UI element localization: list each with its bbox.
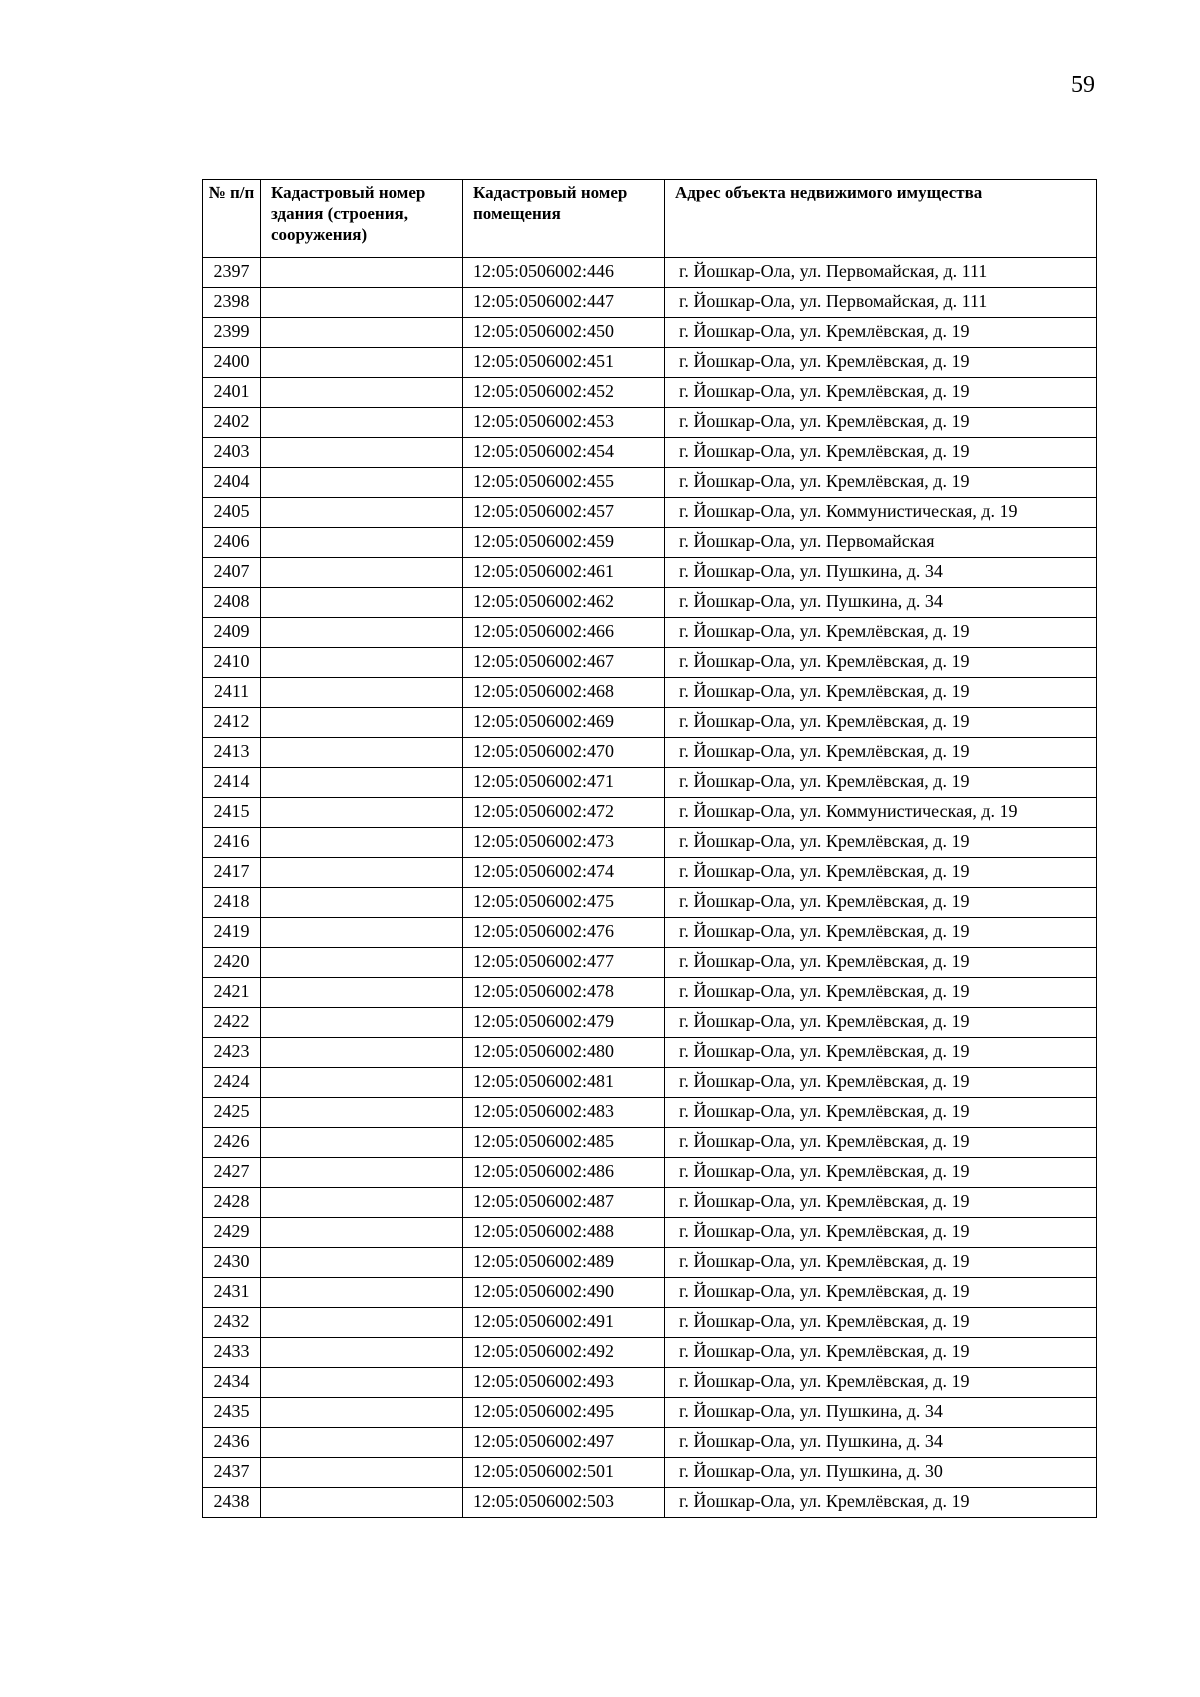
premises-cadastral-number: 12:05:0506002:457 (463, 498, 665, 528)
table-row (203, 408, 1097, 438)
building-cadastral-number (261, 1008, 463, 1038)
building-cadastral-number (261, 528, 463, 558)
table-row (203, 948, 1097, 978)
premises-cadastral-number: 12:05:0506002:462 (463, 588, 665, 618)
row-number: 2406 (203, 528, 261, 558)
property-address: г. Йошкар-Ола, ул. Пушкина, д. 34 (665, 588, 1097, 618)
property-address: г. Йошкар-Ола, ул. Кремлёвская, д. 19 (665, 738, 1097, 768)
table-header (203, 180, 1097, 258)
row-number: 2400 (203, 348, 261, 378)
property-address: г. Йошкар-Ола, ул. Кремлёвская, д. 19 (665, 348, 1097, 378)
table-row (203, 1308, 1097, 1338)
header-property-address: Адрес объекта недвижимого имущества (665, 180, 1097, 258)
table-row (203, 468, 1097, 498)
table-row (203, 258, 1097, 288)
row-number: 2427 (203, 1158, 261, 1188)
table-row (203, 1458, 1097, 1488)
row-number: 2412 (203, 708, 261, 738)
table-row (203, 1038, 1097, 1068)
table-body (203, 258, 1097, 1518)
property-address: г. Йошкар-Ола, ул. Первомайская, д. 111 (665, 288, 1097, 318)
building-cadastral-number (261, 828, 463, 858)
premises-cadastral-number: 12:05:0506002:487 (463, 1188, 665, 1218)
building-cadastral-number (261, 1428, 463, 1458)
header-building-cadastral-number: Кадастровый номер здания (строения, сооружения) (261, 180, 463, 258)
property-address: г. Йошкар-Ола, ул. Кремлёвская, д. 19 (665, 1218, 1097, 1248)
property-address: г. Йошкар-Ола, ул. Кремлёвская, д. 19 (665, 918, 1097, 948)
row-number: 2425 (203, 1098, 261, 1128)
row-number: 2399 (203, 318, 261, 348)
table-row (203, 318, 1097, 348)
premises-cadastral-number: 12:05:0506002:474 (463, 858, 665, 888)
premises-cadastral-number: 12:05:0506002:473 (463, 828, 665, 858)
table-row (203, 1158, 1097, 1188)
building-cadastral-number (261, 948, 463, 978)
premises-cadastral-number: 12:05:0506002:446 (463, 258, 665, 288)
row-number: 2428 (203, 1188, 261, 1218)
table-row (203, 798, 1097, 828)
premises-cadastral-number: 12:05:0506002:495 (463, 1398, 665, 1428)
premises-cadastral-number: 12:05:0506002:503 (463, 1488, 665, 1518)
row-number: 2432 (203, 1308, 261, 1338)
row-number: 2418 (203, 888, 261, 918)
table-row (203, 1488, 1097, 1518)
building-cadastral-number (261, 498, 463, 528)
row-number: 2410 (203, 648, 261, 678)
premises-cadastral-number: 12:05:0506002:451 (463, 348, 665, 378)
premises-cadastral-number: 12:05:0506002:501 (463, 1458, 665, 1488)
premises-cadastral-number: 12:05:0506002:491 (463, 1308, 665, 1338)
property-address: г. Йошкар-Ола, ул. Первомайская (665, 528, 1097, 558)
building-cadastral-number (261, 318, 463, 348)
property-address: г. Йошкар-Ола, ул. Кремлёвская, д. 19 (665, 408, 1097, 438)
property-address: г. Йошкар-Ола, ул. Коммунистическая, д. 19 (665, 498, 1097, 528)
property-address: г. Йошкар-Ола, ул. Кремлёвская, д. 19 (665, 1308, 1097, 1338)
row-number: 2437 (203, 1458, 261, 1488)
building-cadastral-number (261, 648, 463, 678)
property-address: г. Йошкар-Ола, ул. Кремлёвская, д. 19 (665, 1038, 1097, 1068)
property-address: г. Йошкар-Ола, ул. Пушкина, д. 34 (665, 1398, 1097, 1428)
building-cadastral-number (261, 1218, 463, 1248)
property-address: г. Йошкар-Ола, ул. Кремлёвская, д. 19 (665, 1188, 1097, 1218)
property-address: г. Йошкар-Ола, ул. Кремлёвская, д. 19 (665, 858, 1097, 888)
property-address: г. Йошкар-Ола, ул. Коммунистическая, д. 19 (665, 798, 1097, 828)
row-number: 2431 (203, 1278, 261, 1308)
building-cadastral-number (261, 258, 463, 288)
premises-cadastral-number: 12:05:0506002:471 (463, 768, 665, 798)
header-premises-cadastral-number: Кадастровый номер помещения (463, 180, 665, 258)
building-cadastral-number (261, 708, 463, 738)
building-cadastral-number (261, 1458, 463, 1488)
row-number: 2430 (203, 1248, 261, 1278)
premises-cadastral-number: 12:05:0506002:467 (463, 648, 665, 678)
property-address: г. Йошкар-Ола, ул. Кремлёвская, д. 19 (665, 1488, 1097, 1518)
premises-cadastral-number: 12:05:0506002:479 (463, 1008, 665, 1038)
table-row (203, 678, 1097, 708)
premises-cadastral-number: 12:05:0506002:497 (463, 1428, 665, 1458)
property-address: г. Йошкар-Ола, ул. Кремлёвская, д. 19 (665, 948, 1097, 978)
row-number: 2411 (203, 678, 261, 708)
table-row (203, 828, 1097, 858)
table-row (203, 1068, 1097, 1098)
row-number: 2397 (203, 258, 261, 288)
table-row (203, 498, 1097, 528)
table-row (203, 588, 1097, 618)
row-number: 2429 (203, 1218, 261, 1248)
row-number: 2423 (203, 1038, 261, 1068)
table-row (203, 918, 1097, 948)
table-row (203, 978, 1097, 1008)
header-row (203, 180, 1097, 258)
premises-cadastral-number: 12:05:0506002:450 (463, 318, 665, 348)
premises-cadastral-number: 12:05:0506002:490 (463, 1278, 665, 1308)
building-cadastral-number (261, 1278, 463, 1308)
table-row (203, 1008, 1097, 1038)
property-address: г. Йошкар-Ола, ул. Кремлёвская, д. 19 (665, 1278, 1097, 1308)
property-address: г. Йошкар-Ола, ул. Кремлёвская, д. 19 (665, 438, 1097, 468)
row-number: 2434 (203, 1368, 261, 1398)
premises-cadastral-number: 12:05:0506002:469 (463, 708, 665, 738)
building-cadastral-number (261, 1068, 463, 1098)
property-address: г. Йошкар-Ола, ул. Первомайская, д. 111 (665, 258, 1097, 288)
premises-cadastral-number: 12:05:0506002:470 (463, 738, 665, 768)
property-address: г. Йошкар-Ола, ул. Кремлёвская, д. 19 (665, 378, 1097, 408)
building-cadastral-number (261, 468, 463, 498)
building-cadastral-number (261, 1308, 463, 1338)
row-number: 2407 (203, 558, 261, 588)
building-cadastral-number (261, 1158, 463, 1188)
premises-cadastral-number: 12:05:0506002:481 (463, 1068, 665, 1098)
property-address: г. Йошкар-Ола, ул. Кремлёвская, д. 19 (665, 888, 1097, 918)
table-row (203, 708, 1097, 738)
row-number: 2421 (203, 978, 261, 1008)
table-row (203, 1338, 1097, 1368)
row-number: 2433 (203, 1338, 261, 1368)
building-cadastral-number (261, 1038, 463, 1068)
row-number: 2422 (203, 1008, 261, 1038)
table-row (203, 1128, 1097, 1158)
building-cadastral-number (261, 798, 463, 828)
premises-cadastral-number: 12:05:0506002:453 (463, 408, 665, 438)
property-address: г. Йошкар-Ола, ул. Пушкина, д. 30 (665, 1458, 1097, 1488)
row-number: 2401 (203, 378, 261, 408)
table-row (203, 768, 1097, 798)
table-row (203, 438, 1097, 468)
table-row (203, 1248, 1097, 1278)
building-cadastral-number (261, 738, 463, 768)
table-row (203, 288, 1097, 318)
building-cadastral-number (261, 348, 463, 378)
premises-cadastral-number: 12:05:0506002:472 (463, 798, 665, 828)
row-number: 2413 (203, 738, 261, 768)
table-row (203, 1398, 1097, 1428)
table-row (203, 1428, 1097, 1458)
premises-cadastral-number: 12:05:0506002:480 (463, 1038, 665, 1068)
row-number: 2415 (203, 798, 261, 828)
property-address: г. Йошкар-Ола, ул. Кремлёвская, д. 19 (665, 468, 1097, 498)
property-address: г. Йошкар-Ола, ул. Кремлёвская, д. 19 (665, 618, 1097, 648)
table-row (203, 1278, 1097, 1308)
row-number: 2435 (203, 1398, 261, 1428)
row-number: 2405 (203, 498, 261, 528)
premises-cadastral-number: 12:05:0506002:488 (463, 1218, 665, 1248)
premises-cadastral-number: 12:05:0506002:461 (463, 558, 665, 588)
building-cadastral-number (261, 918, 463, 948)
table-row (203, 618, 1097, 648)
premises-cadastral-number: 12:05:0506002:477 (463, 948, 665, 978)
building-cadastral-number (261, 1368, 463, 1398)
premises-cadastral-number: 12:05:0506002:452 (463, 378, 665, 408)
property-address: г. Йошкар-Ола, ул. Кремлёвская, д. 19 (665, 1008, 1097, 1038)
property-address: г. Йошкар-Ола, ул. Кремлёвская, д. 19 (665, 1248, 1097, 1278)
building-cadastral-number (261, 558, 463, 588)
property-address: г. Йошкар-Ола, ул. Кремлёвская, д. 19 (665, 1158, 1097, 1188)
property-address: г. Йошкар-Ола, ул. Кремлёвская, д. 19 (665, 768, 1097, 798)
property-registry-table (202, 179, 1097, 1518)
building-cadastral-number (261, 768, 463, 798)
building-cadastral-number (261, 978, 463, 1008)
premises-cadastral-number: 12:05:0506002:483 (463, 1098, 665, 1128)
row-number: 2414 (203, 768, 261, 798)
premises-cadastral-number: 12:05:0506002:447 (463, 288, 665, 318)
building-cadastral-number (261, 1248, 463, 1278)
premises-cadastral-number: 12:05:0506002:493 (463, 1368, 665, 1398)
row-number: 2436 (203, 1428, 261, 1458)
premises-cadastral-number: 12:05:0506002:454 (463, 438, 665, 468)
premises-cadastral-number: 12:05:0506002:489 (463, 1248, 665, 1278)
row-number: 2403 (203, 438, 261, 468)
building-cadastral-number (261, 1188, 463, 1218)
row-number: 2416 (203, 828, 261, 858)
building-cadastral-number (261, 1338, 463, 1368)
premises-cadastral-number: 12:05:0506002:486 (463, 1158, 665, 1188)
page-number: 59 (1071, 72, 1095, 98)
building-cadastral-number (261, 588, 463, 618)
property-address: г. Йошкар-Ола, ул. Кремлёвская, д. 19 (665, 978, 1097, 1008)
row-number: 2404 (203, 468, 261, 498)
row-number: 2419 (203, 918, 261, 948)
premises-cadastral-number: 12:05:0506002:492 (463, 1338, 665, 1368)
property-address: г. Йошкар-Ола, ул. Кремлёвская, д. 19 (665, 828, 1097, 858)
premises-cadastral-number: 12:05:0506002:485 (463, 1128, 665, 1158)
property-address: г. Йошкар-Ола, ул. Пушкина, д. 34 (665, 558, 1097, 588)
row-number: 2398 (203, 288, 261, 318)
table-row (203, 1218, 1097, 1248)
building-cadastral-number (261, 1398, 463, 1428)
property-address: г. Йошкар-Ола, ул. Кремлёвская, д. 19 (665, 648, 1097, 678)
row-number: 2426 (203, 1128, 261, 1158)
table-row (203, 348, 1097, 378)
premises-cadastral-number: 12:05:0506002:466 (463, 618, 665, 648)
table-row (203, 1098, 1097, 1128)
building-cadastral-number (261, 1098, 463, 1128)
table-row (203, 528, 1097, 558)
building-cadastral-number (261, 1128, 463, 1158)
building-cadastral-number (261, 438, 463, 468)
property-address: г. Йошкар-Ола, ул. Кремлёвская, д. 19 (665, 678, 1097, 708)
premises-cadastral-number: 12:05:0506002:475 (463, 888, 665, 918)
premises-cadastral-number: 12:05:0506002:476 (463, 918, 665, 948)
property-address: г. Йошкар-Ола, ул. Кремлёвская, д. 19 (665, 1368, 1097, 1398)
table-row (203, 738, 1097, 768)
building-cadastral-number (261, 678, 463, 708)
table-row (203, 648, 1097, 678)
header-row-number: № п/п (203, 180, 261, 258)
premises-cadastral-number: 12:05:0506002:468 (463, 678, 665, 708)
building-cadastral-number (261, 288, 463, 318)
property-address: г. Йошкар-Ола, ул. Кремлёвская, д. 19 (665, 1128, 1097, 1158)
building-cadastral-number (261, 378, 463, 408)
premises-cadastral-number: 12:05:0506002:455 (463, 468, 665, 498)
table-row (203, 378, 1097, 408)
property-address: г. Йошкар-Ола, ул. Кремлёвская, д. 19 (665, 1338, 1097, 1368)
row-number: 2417 (203, 858, 261, 888)
building-cadastral-number (261, 618, 463, 648)
row-number: 2409 (203, 618, 261, 648)
table-row (203, 858, 1097, 888)
building-cadastral-number (261, 408, 463, 438)
table-row (203, 1188, 1097, 1218)
row-number: 2402 (203, 408, 261, 438)
table-row (203, 888, 1097, 918)
property-address: г. Йошкар-Ола, ул. Пушкина, д. 34 (665, 1428, 1097, 1458)
row-number: 2438 (203, 1488, 261, 1518)
building-cadastral-number (261, 858, 463, 888)
property-address: г. Йошкар-Ола, ул. Кремлёвская, д. 19 (665, 318, 1097, 348)
property-address: г. Йошкар-Ола, ул. Кремлёвская, д. 19 (665, 1068, 1097, 1098)
table-row (203, 1368, 1097, 1398)
premises-cadastral-number: 12:05:0506002:478 (463, 978, 665, 1008)
row-number: 2420 (203, 948, 261, 978)
building-cadastral-number (261, 888, 463, 918)
property-address: г. Йошкар-Ола, ул. Кремлёвская, д. 19 (665, 708, 1097, 738)
property-address: г. Йошкар-Ола, ул. Кремлёвская, д. 19 (665, 1098, 1097, 1128)
premises-cadastral-number: 12:05:0506002:459 (463, 528, 665, 558)
table-row (203, 558, 1097, 588)
row-number: 2424 (203, 1068, 261, 1098)
row-number: 2408 (203, 588, 261, 618)
building-cadastral-number (261, 1488, 463, 1518)
